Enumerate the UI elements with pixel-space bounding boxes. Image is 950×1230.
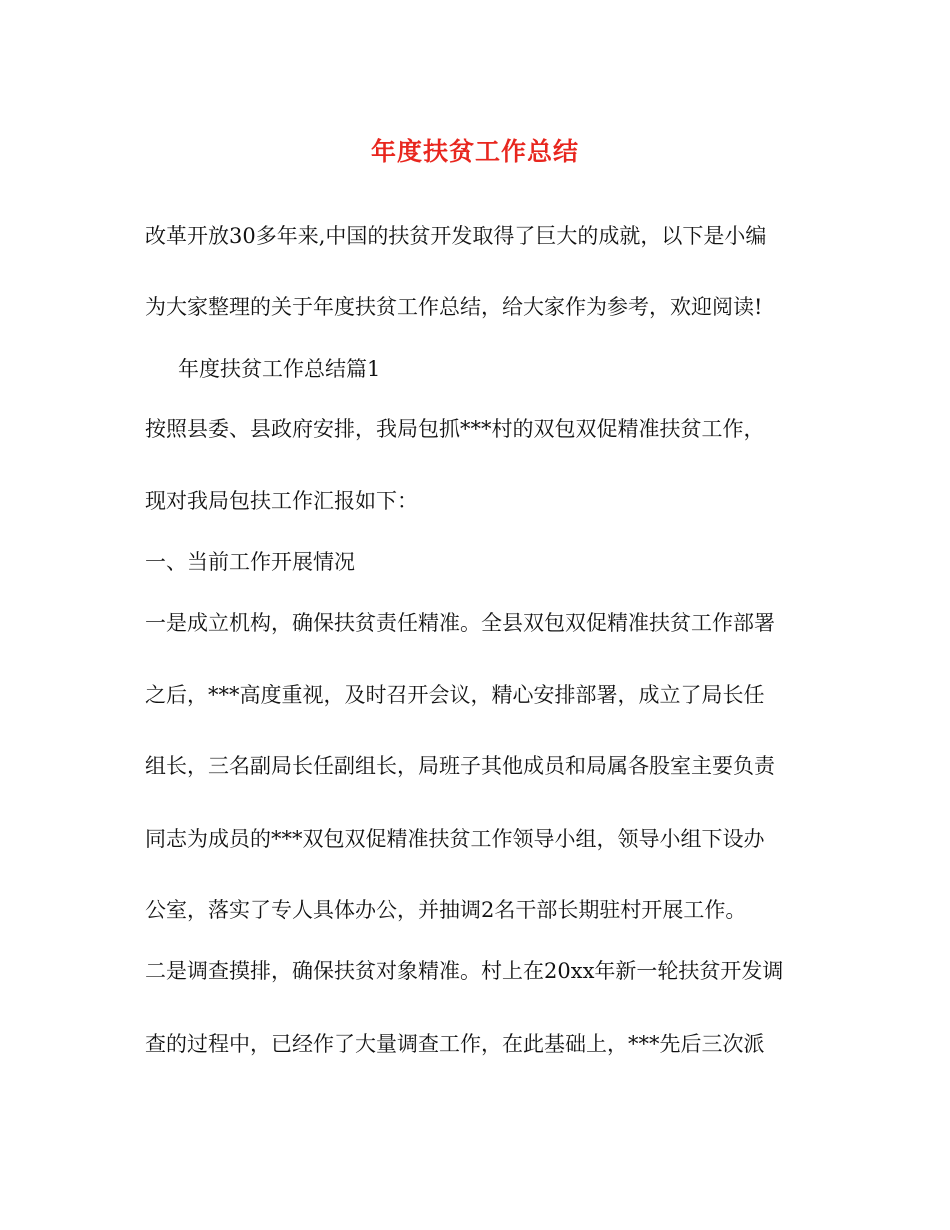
paragraph-line: 一是成立机构，确保扶贫责任精准。全县双包双促精准扶贫工作部署 xyxy=(145,611,775,635)
paragraph-line: 二是调查摸排，确保扶贫对象精准。村上在20xx年新一轮扶贫开发调 xyxy=(145,959,784,983)
paragraph-line: 为大家整理的关于年度扶贫工作总结，给大家作为参考，欢迎阅读! xyxy=(145,295,763,319)
paragraph-line: 同志为成员的***双包双促精准扶贫工作领导小组，领导小组下设办 xyxy=(145,827,765,851)
document-title: 年度扶贫工作总结 xyxy=(370,137,579,166)
paragraph-line: 组长，三名副局长任副组长，局班子其他成员和局属各股室主要负责 xyxy=(145,754,775,778)
paragraph-line: 公室，落实了专人具体办公，并抽调2名干部长期驻村开展工作。 xyxy=(145,898,747,922)
section-heading: 年度扶贫工作总结篇1 xyxy=(178,357,381,381)
paragraph-line: 现对我局包扶工作汇报如下： xyxy=(145,489,418,513)
paragraph-line: 之后，***高度重视，及时召开会议，精心安排部署，成立了局长任 xyxy=(145,683,765,707)
paragraph-line: 查的过程中，已经作了大量调查工作，在此基础上，***先后三次派 xyxy=(145,1032,765,1056)
subsection-heading: 一、当前工作开展情况 xyxy=(145,550,355,574)
paragraph-line: 按照县委、县政府安排，我局包抓***村的双包双促精准扶贫工作， xyxy=(145,417,765,441)
paragraph-line: 改革开放30多年来,中国的扶贫开发取得了巨大的成就，以下是小编 xyxy=(145,224,767,248)
